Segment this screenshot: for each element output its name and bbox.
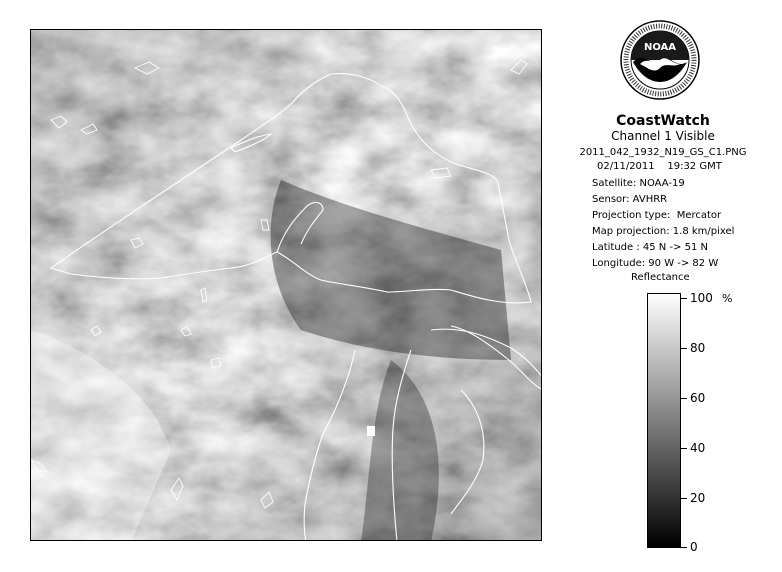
satellite-image bbox=[30, 29, 542, 541]
colorbar-tick-label: 60 bbox=[690, 391, 706, 405]
datetime: 02/11/2011 19:32 GMT bbox=[597, 161, 722, 172]
colorbar-tick bbox=[681, 348, 687, 349]
colorbar-label: Reflectance bbox=[631, 272, 690, 283]
latitude-range: Latitude : 45 N -> 51 N bbox=[592, 242, 708, 253]
colorbar-tick-label: 20 bbox=[690, 491, 706, 505]
channel-label: Channel 1 Visible bbox=[611, 129, 715, 143]
logo-text: NOAA bbox=[643, 42, 677, 53]
colorbar-tick bbox=[681, 298, 687, 299]
colorbar-tick bbox=[681, 547, 687, 548]
colorbar-tick bbox=[681, 448, 687, 449]
longitude-range: Longitude: 90 W -> 82 W bbox=[592, 258, 719, 269]
colorbar-tick bbox=[681, 498, 687, 499]
colorbar-unit: % bbox=[722, 292, 733, 305]
noaa-logo bbox=[620, 20, 700, 100]
sensor: Sensor: AVHRR bbox=[592, 194, 668, 205]
colorbar-tick-label: 0 bbox=[690, 540, 698, 554]
colorbar-tick bbox=[681, 398, 687, 399]
snow-patch bbox=[367, 426, 375, 436]
colorbar-tick-label: 80 bbox=[690, 341, 706, 355]
product-title: CoastWatch bbox=[616, 113, 710, 129]
colorbar-tick-label: 100 bbox=[690, 291, 713, 305]
projection-type: Projection type: Mercator bbox=[592, 210, 722, 221]
filename: 2011_042_1932_N19_GS_C1.PNG bbox=[579, 147, 747, 158]
map-projection: Map projection: 1.8 km/pixel bbox=[592, 226, 735, 237]
colorbar-tick-label: 40 bbox=[690, 441, 706, 455]
colorbar bbox=[647, 293, 681, 548]
satellite: Satellite: NOAA-19 bbox=[592, 178, 685, 189]
satellite-map bbox=[31, 30, 542, 541]
